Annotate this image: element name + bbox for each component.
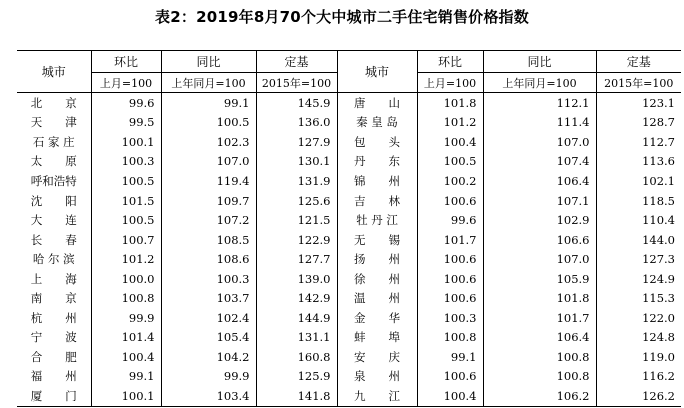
left-city-cell: 天 津 bbox=[30, 115, 77, 130]
right-yoy-cell: 111.4 bbox=[483, 113, 596, 133]
left-base-cell: 122.9 bbox=[256, 230, 337, 250]
table-row bbox=[17, 347, 681, 367]
left-yoy-cell: 104.2 bbox=[161, 347, 256, 367]
header-base-right: 定基 bbox=[596, 51, 681, 73]
table-row bbox=[17, 386, 681, 406]
table-row bbox=[17, 191, 681, 211]
right-mom-cell: 100.6 bbox=[417, 367, 483, 387]
right-yoy-cell: 107.0 bbox=[483, 132, 596, 152]
right-base-cell: 122.0 bbox=[596, 308, 681, 328]
left-mom-cell: 99.5 bbox=[91, 113, 161, 133]
right-base-cell: 144.0 bbox=[596, 230, 681, 250]
table-row bbox=[17, 367, 681, 387]
table-row bbox=[17, 249, 681, 269]
right-yoy-cell: 100.8 bbox=[483, 367, 596, 387]
left-base-cell: 127.7 bbox=[256, 249, 337, 269]
right-yoy-cell: 106.2 bbox=[483, 386, 596, 406]
right-mom-cell: 99.1 bbox=[417, 347, 483, 367]
left-yoy-cell: 99.1 bbox=[161, 93, 256, 113]
table-row bbox=[17, 210, 681, 230]
right-yoy-cell: 106.6 bbox=[483, 230, 596, 250]
left-base-cell: 145.9 bbox=[256, 93, 337, 113]
left-mom-cell: 99.9 bbox=[91, 308, 161, 328]
left-city-cell: 厦 门 bbox=[30, 388, 77, 403]
header-mom-base-left: 上月=100 bbox=[91, 73, 161, 93]
left-city-cell: 杭 州 bbox=[30, 310, 77, 325]
left-city-cell: 合 肥 bbox=[30, 349, 77, 364]
right-mom-cell: 100.6 bbox=[417, 269, 483, 289]
header-mom-right: 环比 bbox=[417, 51, 483, 73]
right-yoy-cell: 101.7 bbox=[483, 308, 596, 328]
left-mom-cell: 100.5 bbox=[91, 171, 161, 191]
right-yoy-cell: 106.4 bbox=[483, 171, 596, 191]
right-city-cell: 九 江 bbox=[337, 386, 417, 406]
header-yoy-right: 同比 bbox=[483, 51, 596, 73]
right-city-cell: 唐 山 bbox=[337, 93, 417, 113]
left-city-cell: 石 家 庄 bbox=[32, 134, 75, 149]
right-city-cell: 温 州 bbox=[337, 288, 417, 308]
left-yoy-cell: 100.3 bbox=[161, 269, 256, 289]
left-yoy-cell: 102.3 bbox=[161, 132, 256, 152]
left-mom-cell: 101.4 bbox=[91, 328, 161, 348]
left-mom-cell: 99.6 bbox=[91, 93, 161, 113]
header-mom-left: 环比 bbox=[91, 51, 161, 73]
left-yoy-cell: 109.7 bbox=[161, 191, 256, 211]
right-yoy-cell: 106.4 bbox=[483, 328, 596, 348]
right-base-cell: 127.3 bbox=[596, 249, 681, 269]
right-base-cell: 123.1 bbox=[596, 93, 681, 113]
left-yoy-cell: 99.9 bbox=[161, 367, 256, 387]
left-yoy-cell: 108.5 bbox=[161, 230, 256, 250]
left-yoy-cell: 100.5 bbox=[161, 113, 256, 133]
right-base-cell: 124.8 bbox=[596, 328, 681, 348]
left-mom-cell: 101.2 bbox=[91, 249, 161, 269]
left-yoy-cell: 105.4 bbox=[161, 328, 256, 348]
right-city-cell: 吉 林 bbox=[337, 191, 417, 211]
right-mom-cell: 100.6 bbox=[417, 288, 483, 308]
left-mom-cell: 100.8 bbox=[91, 288, 161, 308]
header-city-left: 城市 bbox=[41, 65, 66, 79]
right-city-cell: 包 头 bbox=[337, 132, 417, 152]
right-base-cell: 116.2 bbox=[596, 367, 681, 387]
right-city-cell: 蚌 埠 bbox=[337, 328, 417, 348]
left-base-cell: 136.0 bbox=[256, 113, 337, 133]
right-base-cell: 112.7 bbox=[596, 132, 681, 152]
left-base-cell: 160.8 bbox=[256, 347, 337, 367]
left-city-cell: 太 原 bbox=[30, 154, 77, 169]
left-city-cell: 长 春 bbox=[30, 232, 77, 247]
left-yoy-cell: 103.7 bbox=[161, 288, 256, 308]
table-row bbox=[17, 308, 681, 328]
header-mom-base-right: 上月=100 bbox=[417, 73, 483, 93]
right-city-cell: 安 庆 bbox=[337, 347, 417, 367]
left-mom-cell: 100.0 bbox=[91, 269, 161, 289]
left-mom-cell: 100.1 bbox=[91, 132, 161, 152]
right-base-cell: 128.7 bbox=[596, 113, 681, 133]
right-yoy-cell: 112.1 bbox=[483, 93, 596, 113]
left-mom-cell: 99.1 bbox=[91, 367, 161, 387]
right-base-cell: 115.3 bbox=[596, 288, 681, 308]
right-base-cell: 113.6 bbox=[596, 152, 681, 172]
right-base-cell: 102.1 bbox=[596, 171, 681, 191]
right-mom-cell: 99.6 bbox=[417, 210, 483, 230]
right-city-cell: 丹 东 bbox=[337, 152, 417, 172]
left-base-cell: 141.8 bbox=[256, 386, 337, 406]
left-mom-cell: 101.5 bbox=[91, 191, 161, 211]
right-mom-cell: 100.4 bbox=[417, 132, 483, 152]
right-mom-cell: 100.5 bbox=[417, 152, 483, 172]
right-base-cell: 119.0 bbox=[596, 347, 681, 367]
header-base-base-right: 2015年=100 bbox=[596, 73, 681, 93]
left-city-cell: 哈 尔 滨 bbox=[32, 252, 75, 267]
right-yoy-cell: 102.9 bbox=[483, 210, 596, 230]
right-city-cell: 锦 州 bbox=[337, 171, 417, 191]
left-base-cell: 139.0 bbox=[256, 269, 337, 289]
table-row bbox=[17, 171, 681, 191]
table-row bbox=[17, 113, 681, 133]
left-city-cell: 上 海 bbox=[30, 271, 77, 286]
table-row bbox=[17, 328, 681, 348]
left-yoy-cell: 119.4 bbox=[161, 171, 256, 191]
table-row bbox=[17, 93, 681, 113]
left-yoy-cell: 107.0 bbox=[161, 152, 256, 172]
right-base-cell: 118.5 bbox=[596, 191, 681, 211]
right-mom-cell: 100.4 bbox=[417, 386, 483, 406]
left-city-cell: 福 州 bbox=[30, 369, 77, 384]
right-city-cell: 无 锡 bbox=[337, 230, 417, 250]
right-city-cell: 泉 州 bbox=[337, 367, 417, 387]
left-mom-cell: 100.3 bbox=[91, 152, 161, 172]
table-title: 表2：2019年8月70个大中城市二手住宅销售价格指数 bbox=[155, 8, 529, 26]
left-mom-cell: 100.5 bbox=[91, 210, 161, 230]
right-city-cell: 牡 丹 江 bbox=[337, 210, 417, 230]
left-city-cell: 呼和浩特 bbox=[30, 173, 77, 188]
left-city-cell: 北 京 bbox=[30, 95, 77, 110]
left-base-cell: 131.9 bbox=[256, 171, 337, 191]
right-yoy-cell: 107.1 bbox=[483, 191, 596, 211]
left-mom-cell: 100.4 bbox=[91, 347, 161, 367]
price-index-table bbox=[17, 50, 681, 407]
left-city-cell: 沈 阳 bbox=[30, 193, 77, 208]
left-yoy-cell: 108.6 bbox=[161, 249, 256, 269]
left-base-cell: 130.1 bbox=[256, 152, 337, 172]
header-base-base-left: 2015年=100 bbox=[256, 73, 337, 93]
table-row bbox=[17, 152, 681, 172]
table-row bbox=[17, 269, 681, 289]
right-yoy-cell: 105.9 bbox=[483, 269, 596, 289]
header-yoy-base-right: 上年同月=100 bbox=[483, 73, 596, 93]
right-mom-cell: 100.6 bbox=[417, 249, 483, 269]
left-yoy-cell: 103.4 bbox=[161, 386, 256, 406]
right-mom-cell: 101.8 bbox=[417, 93, 483, 113]
left-city-cell: 大 连 bbox=[30, 213, 77, 228]
left-base-cell: 131.1 bbox=[256, 328, 337, 348]
right-city-cell: 秦 皇 岛 bbox=[337, 113, 417, 133]
left-city-cell: 宁 波 bbox=[30, 330, 77, 345]
left-city-cell: 南 京 bbox=[30, 291, 77, 306]
table-row bbox=[17, 230, 681, 250]
table-row bbox=[17, 288, 681, 308]
left-base-cell: 125.9 bbox=[256, 367, 337, 387]
right-base-cell: 126.2 bbox=[596, 386, 681, 406]
right-yoy-cell: 100.8 bbox=[483, 347, 596, 367]
header-base-left: 定基 bbox=[256, 51, 337, 73]
right-mom-cell: 100.6 bbox=[417, 191, 483, 211]
left-base-cell: 144.9 bbox=[256, 308, 337, 328]
right-base-cell: 110.4 bbox=[596, 210, 681, 230]
right-base-cell: 124.9 bbox=[596, 269, 681, 289]
right-mom-cell: 100.2 bbox=[417, 171, 483, 191]
right-city-cell: 徐 州 bbox=[337, 269, 417, 289]
right-mom-cell: 100.8 bbox=[417, 328, 483, 348]
right-yoy-cell: 107.0 bbox=[483, 249, 596, 269]
right-mom-cell: 100.3 bbox=[417, 308, 483, 328]
header-yoy-base-left: 上年同月=100 bbox=[161, 73, 256, 93]
right-yoy-cell: 101.8 bbox=[483, 288, 596, 308]
left-mom-cell: 100.7 bbox=[91, 230, 161, 250]
table-row bbox=[17, 132, 681, 152]
left-base-cell: 127.9 bbox=[256, 132, 337, 152]
left-base-cell: 121.5 bbox=[256, 210, 337, 230]
left-yoy-cell: 102.4 bbox=[161, 308, 256, 328]
left-mom-cell: 100.1 bbox=[91, 386, 161, 406]
header-yoy-left: 同比 bbox=[161, 51, 256, 73]
left-base-cell: 125.6 bbox=[256, 191, 337, 211]
right-yoy-cell: 107.4 bbox=[483, 152, 596, 172]
right-mom-cell: 101.7 bbox=[417, 230, 483, 250]
right-city-cell: 扬 州 bbox=[337, 249, 417, 269]
right-mom-cell: 101.2 bbox=[417, 113, 483, 133]
header-city-right: 城市 bbox=[337, 51, 417, 93]
right-city-cell: 金 华 bbox=[337, 308, 417, 328]
left-yoy-cell: 107.2 bbox=[161, 210, 256, 230]
left-base-cell: 142.9 bbox=[256, 288, 337, 308]
